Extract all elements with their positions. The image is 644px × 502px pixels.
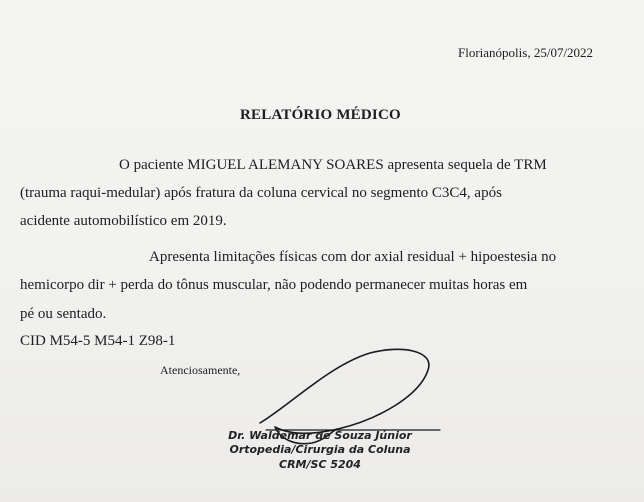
report-line-4: Apresenta limitações físicas com dor axial residual + hipoestesia no: [149, 249, 557, 265]
cid-codes-line: CID M54-5 M54-1 Z98-1: [20, 333, 176, 349]
closing-text: Atenciosamente,: [160, 363, 241, 377]
report-line-1: O paciente MIGUEL ALEMANY SOARES apresenta sequela de TRM: [119, 157, 547, 173]
report-line-6: pé ou sentado.: [20, 306, 107, 322]
date-line: Florianópolis, 25/07/2022: [458, 45, 594, 60]
doctor-name: Dr. Waldemar de Souza Júnior: [228, 429, 412, 442]
doctor-registration: CRM/SC 5204: [279, 457, 361, 471]
report-line-5: hemicorpo dir + perda do tônus muscular, não podendo permanecer muitas horas em: [20, 277, 528, 293]
report-line-2: (trauma raqui-medular) após fratura da coluna cervical no segmento C3C4, após: [20, 185, 502, 201]
document-title: RELATÓRIO MÉDICO: [240, 107, 401, 123]
report-line-3: acidente automobilístico em 2019.: [20, 213, 227, 229]
signature-block: [195, 429, 445, 472]
doctor-specialty: Ortopedia/Cirurgia da Coluna: [229, 443, 411, 457]
